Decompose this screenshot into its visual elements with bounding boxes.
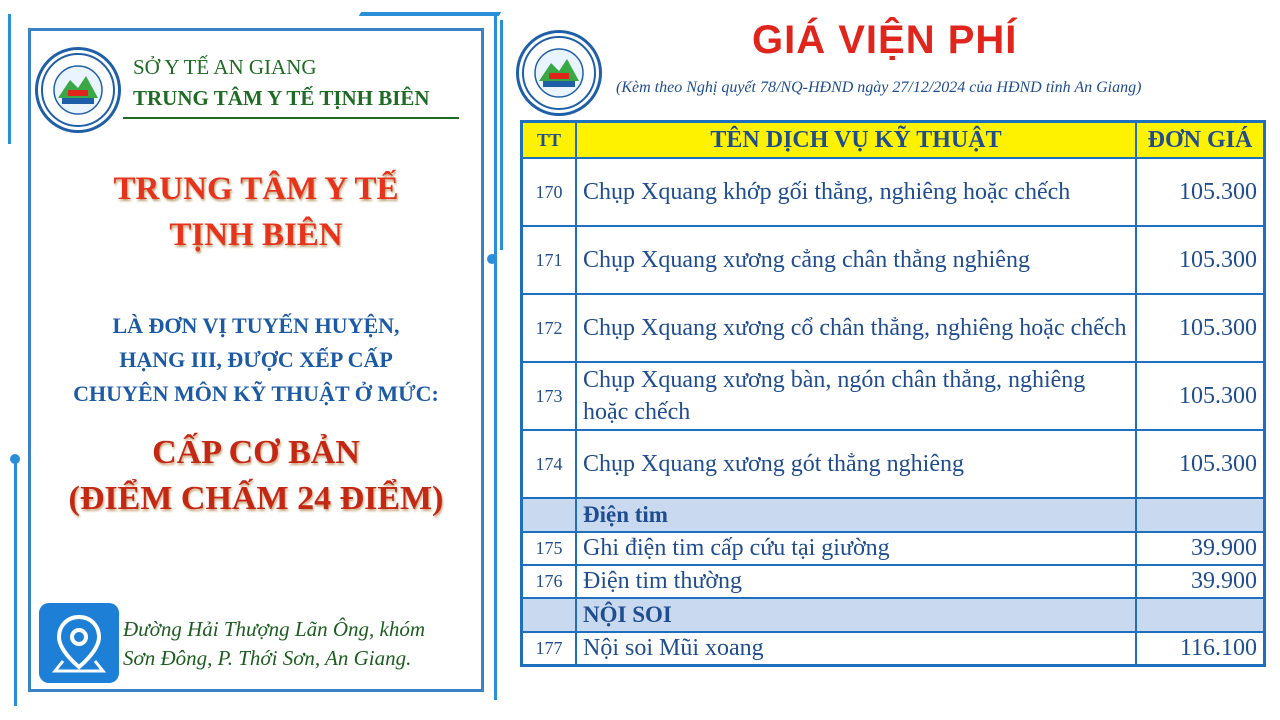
row-number: 173: [522, 362, 577, 430]
address: [123, 615, 425, 673]
level-line1: CẤP CƠ BẢN: [152, 434, 360, 471]
section-row-ecg: [522, 498, 1265, 532]
section-title: NỘI SOI: [576, 598, 1136, 632]
table-row: [522, 226, 1265, 294]
center-title-line1: TRUNG TÂM Y TẾ: [113, 171, 399, 207]
description-line3: CHUYÊN MÔN KỸ THUẬT Ở MỨC:: [73, 381, 439, 406]
section-title: Điện tim: [576, 498, 1136, 532]
table-row: [522, 362, 1265, 430]
row-number: 170: [522, 158, 577, 226]
table-row: [522, 294, 1265, 362]
header-service-name: TÊN DỊCH VỤ KỸ THUẬT: [576, 122, 1136, 159]
section-empty-cell: [522, 498, 577, 532]
row-number: 174: [522, 430, 577, 498]
price-panel: [512, 6, 1280, 714]
decor-line: [14, 456, 17, 706]
table-header-row: [522, 122, 1265, 159]
level-line2: (ĐIỂM CHẤM 24 ĐIỂM): [68, 480, 444, 517]
decor-line: [8, 14, 11, 144]
decor-dot: [487, 254, 497, 264]
decor-line: [359, 12, 501, 16]
service-price: 105.300: [1136, 294, 1265, 362]
address-line1: Đường Hải Thượng Lãn Ông, khóm: [123, 617, 425, 641]
row-number: 177: [522, 632, 577, 666]
page-title: GIÁ VIỆN PHÍ: [752, 18, 1018, 62]
service-price: 105.300: [1136, 158, 1265, 226]
table-row: [522, 430, 1265, 498]
address-line2: Sơn Đông, P. Thới Sơn, An Giang.: [123, 646, 412, 670]
service-name: Điện tim thường: [576, 565, 1136, 598]
section-empty-cell: [522, 598, 577, 632]
table-row: [522, 632, 1265, 666]
service-price: 105.300: [1136, 430, 1265, 498]
service-price: 39.900: [1136, 532, 1265, 565]
decor-line: [500, 20, 503, 250]
section-row-endoscopy: [522, 598, 1265, 632]
section-empty-cell: [1136, 498, 1265, 532]
service-name: Chụp Xquang xương cổ chân thẳng, nghiêng hoặc chếch: [576, 294, 1136, 362]
row-number: 172: [522, 294, 577, 362]
service-name: Chụp Xquang xương gót thẳng nghiêng: [576, 430, 1136, 498]
row-number: 175: [522, 532, 577, 565]
service-name: Chụp Xquang khớp gối thẳng, nghiêng hoặc chếch: [576, 158, 1136, 226]
header-tt: TT: [522, 122, 577, 159]
center-title-line2: TỊNH BIÊN: [169, 217, 343, 253]
row-number: 171: [522, 226, 577, 294]
price-table: [520, 120, 1266, 667]
decor-line: [494, 12, 497, 270]
section-empty-cell: [1136, 598, 1265, 632]
service-name: Ghi điện tim cấp cứu tại giường: [576, 532, 1136, 565]
header-divider: [123, 117, 459, 119]
service-price: 105.300: [1136, 226, 1265, 294]
service-price: 116.100: [1136, 632, 1265, 666]
legal-basis-note: (Kèm theo Nghị quyết 78/NQ-HĐND ngày 27/12/2024 của HĐND tỉnh An Giang): [616, 79, 1142, 96]
table-row: [522, 565, 1265, 598]
hospital-logo: [35, 47, 121, 133]
table-row: [522, 158, 1265, 226]
location-pin-icon: [39, 603, 119, 683]
left-info-panel: [28, 28, 484, 692]
service-price: 105.300: [1136, 362, 1265, 430]
table-row: [522, 532, 1265, 565]
organization-name: TRUNG TÂM Y TẾ TỊNH BIÊN: [133, 86, 430, 110]
row-number: 176: [522, 565, 577, 598]
service-name: Nội soi Mũi xoang: [576, 632, 1136, 666]
department-name: SỞ Y TẾ AN GIANG: [133, 55, 317, 79]
service-price: 39.900: [1136, 565, 1265, 598]
decor-line: [494, 270, 497, 700]
service-name: Chụp Xquang xương cẳng chân thẳng nghiêng: [576, 226, 1136, 294]
hospital-logo: [516, 30, 602, 116]
service-name: Chụp Xquang xương bàn, ngón chân thẳng, nghiêng hoặc chếch: [576, 362, 1136, 430]
decor-dot: [10, 454, 20, 464]
description-line1: LÀ ĐƠN VỊ TUYẾN HUYỆN,: [112, 313, 400, 338]
description-line2: HẠNG III, ĐƯỢC XẾP CẤP: [119, 347, 393, 372]
header-price: ĐƠN GIÁ: [1136, 122, 1265, 159]
